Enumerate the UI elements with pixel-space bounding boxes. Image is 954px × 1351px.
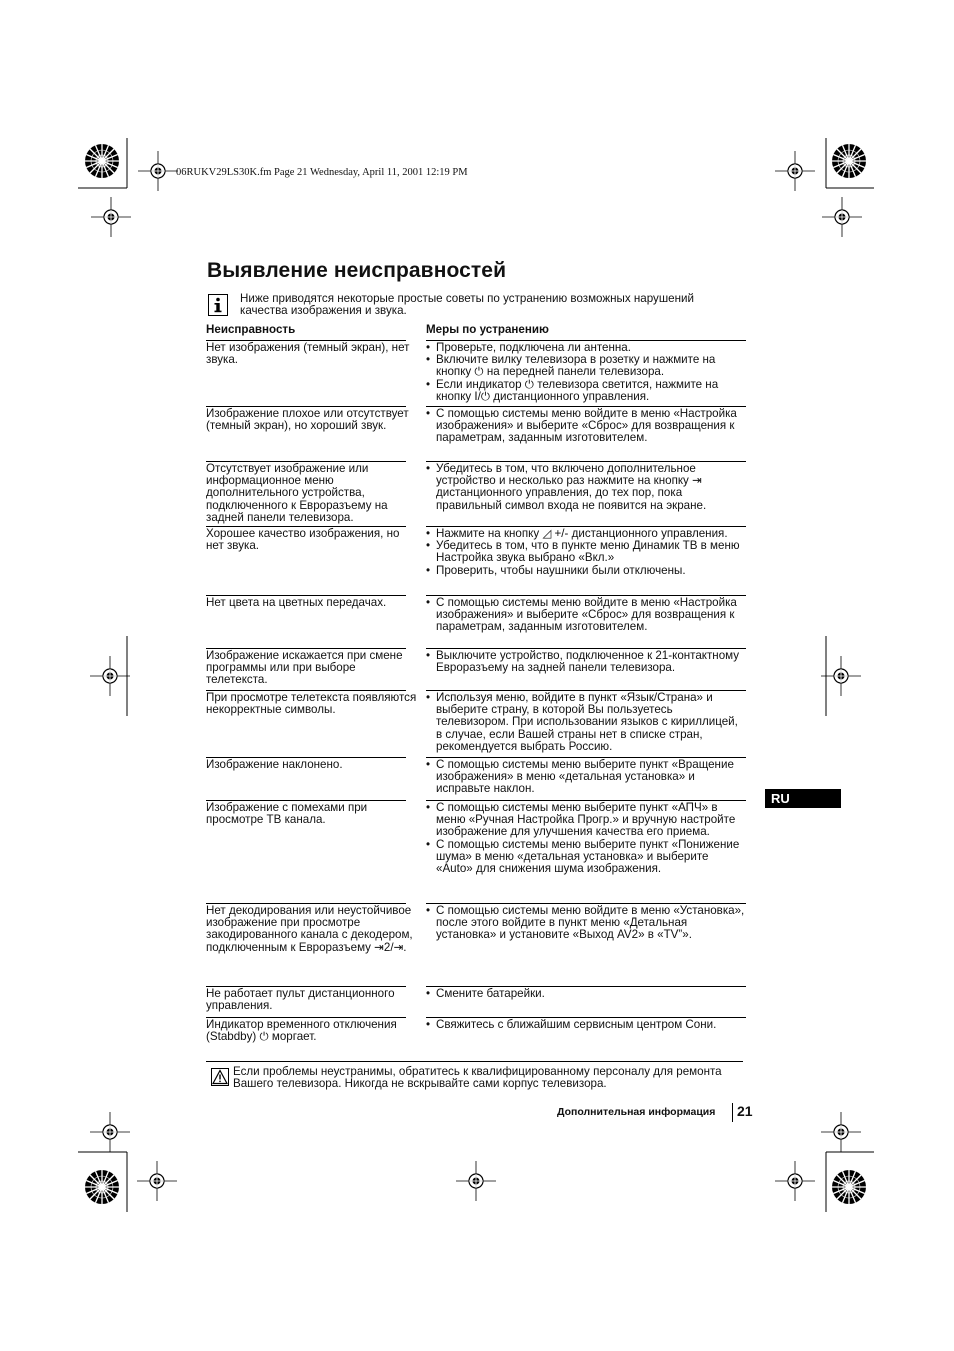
problem-cell: Хорошее качество изображения, но нет звука. — [206, 527, 400, 553]
solution-item: • С помощью системы меню выберите пункт «АПЧ» в меню «Ручная Настройка Прогр.» и вручную настройте изображение для улучшения качества его приема. — [426, 802, 746, 839]
warning-icon — [211, 1068, 229, 1086]
problem-cell: Изображение плохое или отсутствует (темный экран), но хороший звук. — [206, 407, 409, 433]
problem-cell: Индикатор временного отключения (Stabdby) ⏻ моргает. — [206, 1018, 397, 1044]
sunburst-target-icon — [832, 1170, 866, 1204]
intro-text: Ниже приводятся некоторые простые советы по устранению возможных нарушений качества изображения и звука. — [240, 292, 694, 318]
solution-cell — [426, 597, 746, 634]
footer-divider — [206, 1061, 743, 1062]
language-tab: RU — [765, 789, 841, 808]
solution-cell — [426, 1019, 746, 1031]
solution-item: • Убедитесь в том, что включено дополнительное устройство и несколько раз нажмите на кнопку ⇥ дистанционного управления, до тех пор, пока правильный символ входа не появится на экране. — [426, 463, 746, 512]
solution-item: • С помощью системы меню выберите пункт «Понижение шума» в меню «детальная установка» и выберите «Auto» для снижения шума изображения. — [426, 839, 746, 876]
registration-mark-icon — [821, 1112, 861, 1152]
registration-mark-icon — [90, 656, 130, 696]
page-number: 21 — [737, 1103, 753, 1119]
footer-separator — [732, 1103, 733, 1122]
problem-cell: Нет изображения (темный экран), нет звука. — [206, 341, 410, 367]
column-header-problem: Неисправность — [206, 323, 296, 336]
solution-item: • С помощью системы меню войдите в меню «Настройка изображения» и выберите «Сброс» для возвращения к параметрам, заданным изготовителем. — [426, 597, 746, 634]
solution-item: • Включите вилку телевизора в розетку и нажмите на кнопку ⏻ на передней панели телевизора. — [426, 354, 746, 378]
solution-cell — [426, 692, 746, 753]
problem-cell: Не работает пульт дистанционного управления. — [206, 987, 395, 1013]
warning-text: Если проблемы неустранимы, обратитесь к квалифицированному персоналу для ремонта Вашего телевизора. Никогда не вскрывайте сами корпус телевизора. — [233, 1065, 722, 1091]
solution-item: • Нажмите на кнопку ◿ +/- дистанционного управления. — [426, 528, 746, 540]
sunburst-target-icon — [85, 1170, 119, 1204]
problem-cell: Отсутствует изображение или информационное меню дополнительного устройства, подключенного к Еврoразъему на задней панели телевизора. — [206, 462, 388, 524]
sunburst-target-icon — [85, 144, 119, 178]
problem-cell: Изображение с помехами при просмотре ТВ канала. — [206, 801, 368, 827]
solution-cell — [426, 463, 746, 512]
registration-mark-icon — [775, 1161, 815, 1201]
solution-item: • С помощью системы меню выберите пункт «Вращение изображения» в меню «детальная установка» и исправьте наклон. — [426, 759, 746, 796]
registration-mark-icon — [91, 197, 131, 237]
sunburst-target-icon — [832, 144, 866, 178]
solution-item: • Смените батарейки. — [426, 988, 746, 1000]
solution-item: • Выключите устройство, подключенное к 21-контактному Еврoразъему на задней панели телевизора. — [426, 650, 746, 674]
registration-mark-icon — [138, 151, 178, 191]
solution-cell — [426, 342, 746, 403]
solution-item: • Убедитесь в том, что в пункте меню Динамик ТВ в меню Настройка звука выбрано «Вкл.» — [426, 540, 746, 564]
registration-mark-icon — [822, 197, 862, 237]
info-icon — [208, 294, 228, 316]
solution-cell — [426, 802, 746, 875]
page-title: Выявление неисправностей — [207, 259, 507, 282]
problem-cell: Изображение наклонено. — [206, 758, 343, 771]
solution-cell — [426, 759, 746, 796]
solution-cell — [426, 408, 746, 445]
section-name: Дополнительная информация — [557, 1106, 716, 1118]
registration-mark-icon — [456, 1161, 496, 1201]
solution-cell — [426, 905, 746, 942]
solution-cell — [426, 650, 746, 674]
solution-item: • Свяжитесь с ближайшим сервисным центром Сони. — [426, 1019, 746, 1031]
solution-item: • Если индикатор ⏻ телевизора светится, нажмите на кнопку I/⏻ дистанционного управления. — [426, 379, 746, 403]
file-info-header: 06RUKV29LS30K.fm Page 21 Wednesday, April 11, 2001 12:19 PM — [176, 167, 468, 178]
registration-mark-icon — [821, 656, 861, 696]
registration-mark-icon — [137, 1161, 177, 1201]
problem-cell: Нет цвета на цветных передачах. — [206, 596, 387, 609]
solution-cell — [426, 988, 746, 1000]
solution-item: • Используя меню, войдите в пункт «Язык/Страна» и выберите страну, в которой Вы пользуетесь телевизором. При использовании языков с кириллицей, в случае, если Вашей страны нет в списке стран, рекомендуется выбрать Россию. — [426, 692, 746, 753]
solution-item: • Проверить, чтобы наушники были отключены. — [426, 565, 746, 577]
registration-mark-icon — [90, 1112, 130, 1152]
problem-cell: При просмотре телетекста появляются некорректные символы. — [206, 691, 417, 717]
problem-cell: Нет декодирования или неустойчивое изображение при просмотре закодированного канала с декодером, подключенным к Еврoразъему ⇥2/⇥. — [206, 904, 413, 954]
solution-cell — [426, 528, 746, 577]
problem-cell: Изображение искажается при смене программы или при выборе телетекста. — [206, 649, 403, 687]
column-header-solution: Меры по устранению — [426, 323, 549, 336]
solution-item: • С помощью системы меню войдите в меню «Установка», после этого войдите в пункт меню «Детальная установка» и установите «Выход AV2» в «TV”». — [426, 905, 746, 942]
solution-item: • Проверьте, подключена ли антенна. — [426, 342, 746, 354]
registration-mark-icon — [775, 151, 815, 191]
solution-item: • С помощью системы меню войдите в меню «Настройка изображения» и выберите «Сброс» для возвращения к параметрам, заданным изготовителем. — [426, 408, 746, 445]
